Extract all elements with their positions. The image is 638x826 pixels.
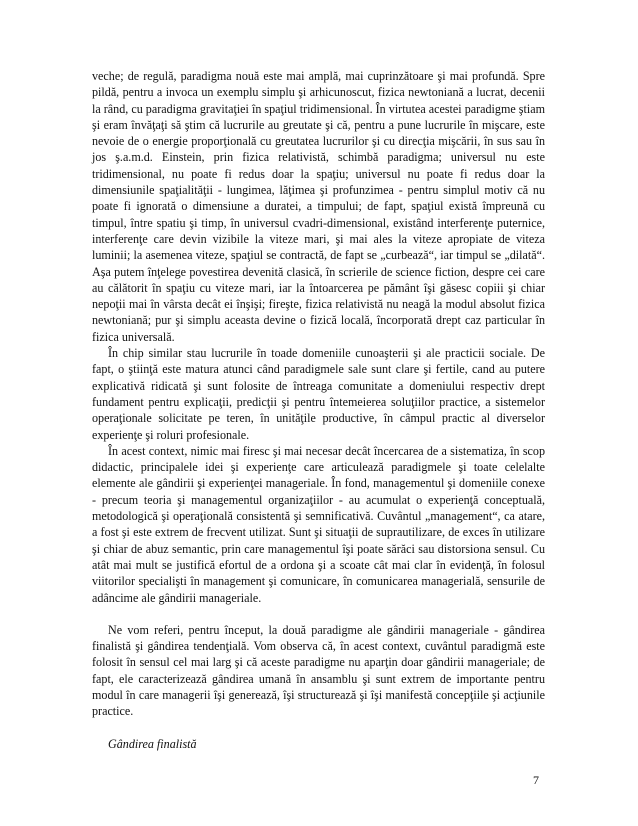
paragraph-paradigm-physics: veche; de regulă, paradigma nouă este mai amplă, mai cuprinzătoare şi mai profundă. Spre pildă, pentru a invoca un exemplu simplu şi arhicunoscut, fizica newtoniană a lucrat, decenii la rând, cu paradigma gravitaţiei în spaţiul tridimensional. În virtutea acestei paradigme ştiam şi eram învăţaţi să ştim că lucrurile au greutate şi că, pentru a pune lucrurile în mişcare, este nevoie de o energie proporţională cu greutatea lucrurilor şi cu direcţia mişcării, în sus sau în jos ş.a.m.d. Einstein, prin fizica relativistă, schimbă paradigma; universul nu este tridimensional, nu poate fi redus doar la spaţiu; universul nu poate fi redus doar la dimensiunile spaţialităţii - lungimea, lăţimea şi profunzimea - pentru simplul motiv că nu poate fi ignorată o dimensiune a duratei, a timpului; de fapt, spaţiul există împreună cu timpul, între spatiu şi timp, în universul cvadri-dimensional, existând interferenţe puternice, interferenţe care devin vizibile la viteze mari, şi mai ales la viteze apropiate de viteza luminii; la asemenea viteze, spaţiul se contractă, de fapt se „curbează“, iar timpul se „dilată“. Aşa putem înţelege povestirea devenită clasică, în scrierile de science fiction, despre cei care au călătorit în spaţiu cu viteze mari, iar la întoarcerea pe pământ îşi găsesc copiii şi chiar nepoţii mai în vârsta decât ei înşişi; fireşte, fizica relativistă nu neagă la modul absolut fizica newtoniană; pur şi simplu aceasta devine o fizică locală, încorporată drept caz particular în fizica universală.: [92, 69, 545, 344]
paragraph-two-paradigms: Ne vom referi, pentru început, la două paradigme ale gândirii manageriale - gândirea finalistă şi gândirea tendenţială. Vom observa că, în acest context, cuvântul paradigmă este folosit în sensul cel mai larg şi că aceste paradigme nu aparţin doar gândirii manageriale; de fapt, ele caracterizează gândirea umană în ansamblu şi sunt extrem de importante pentru modul în care managerii îşi generează, îşi structurează şi îşi manifestă concepţiile şi acţiunile practice.: [92, 622, 545, 719]
paragraph-mature-science: În chip similar stau lucrurile în toade domeniile cunoaşterii şi ale practicii sociale. De fapt, o ştiinţă este matura atunci când paradigmele sale sunt clare şi fertile, cand au putere explicativă ridicată şi sunt folosite de întreaga comunitate a domeniului respectiv drept fundament pentru explicaţii, predicţii şi pentru întemeierea soluţiilor practice, a sistemelor operaţionale solicitate pe teren, în unităţile productive, în câmpul practic al diverselor experienţe şi roluri profesionale.: [92, 346, 545, 442]
page-number: 7: [533, 773, 539, 787]
body-text: [92, 68, 545, 752]
paragraph-management-context: În acest context, nimic mai firesc şi mai necesar decât încercarea de a sistematiza, în scop didactic, principalele idei şi experienţe care articulează paradigmele şi toate celelalte elemente ale gândirii şi experienţei manageriale. În fond, managementul şi domeniile conexe - precum teoria şi managementul organizaţiilor - au acumulat o experienţă conceptuală, metodologică şi operaţională consistentă şi semnificativă. Cuvântul „management“, ca atare, a fost şi este extrem de frecvent utilizat. Sunt şi situaţii de suprautilizare, de exces în utilizare şi chiar de abuz semantic, prin care managementul îşi poate sărăci sau distorsiona sensul. Cu atât mai mult se justifică efortul de a ordona şi a scoate cât mai clar în evidenţă, în folosul viitorilor specialişti în management şi comunicare, în comunicarea managerială, sensurile de adâncime ale gândirii manageriale.: [92, 443, 545, 605]
section-heading: Gândirea finalistă: [108, 736, 197, 751]
